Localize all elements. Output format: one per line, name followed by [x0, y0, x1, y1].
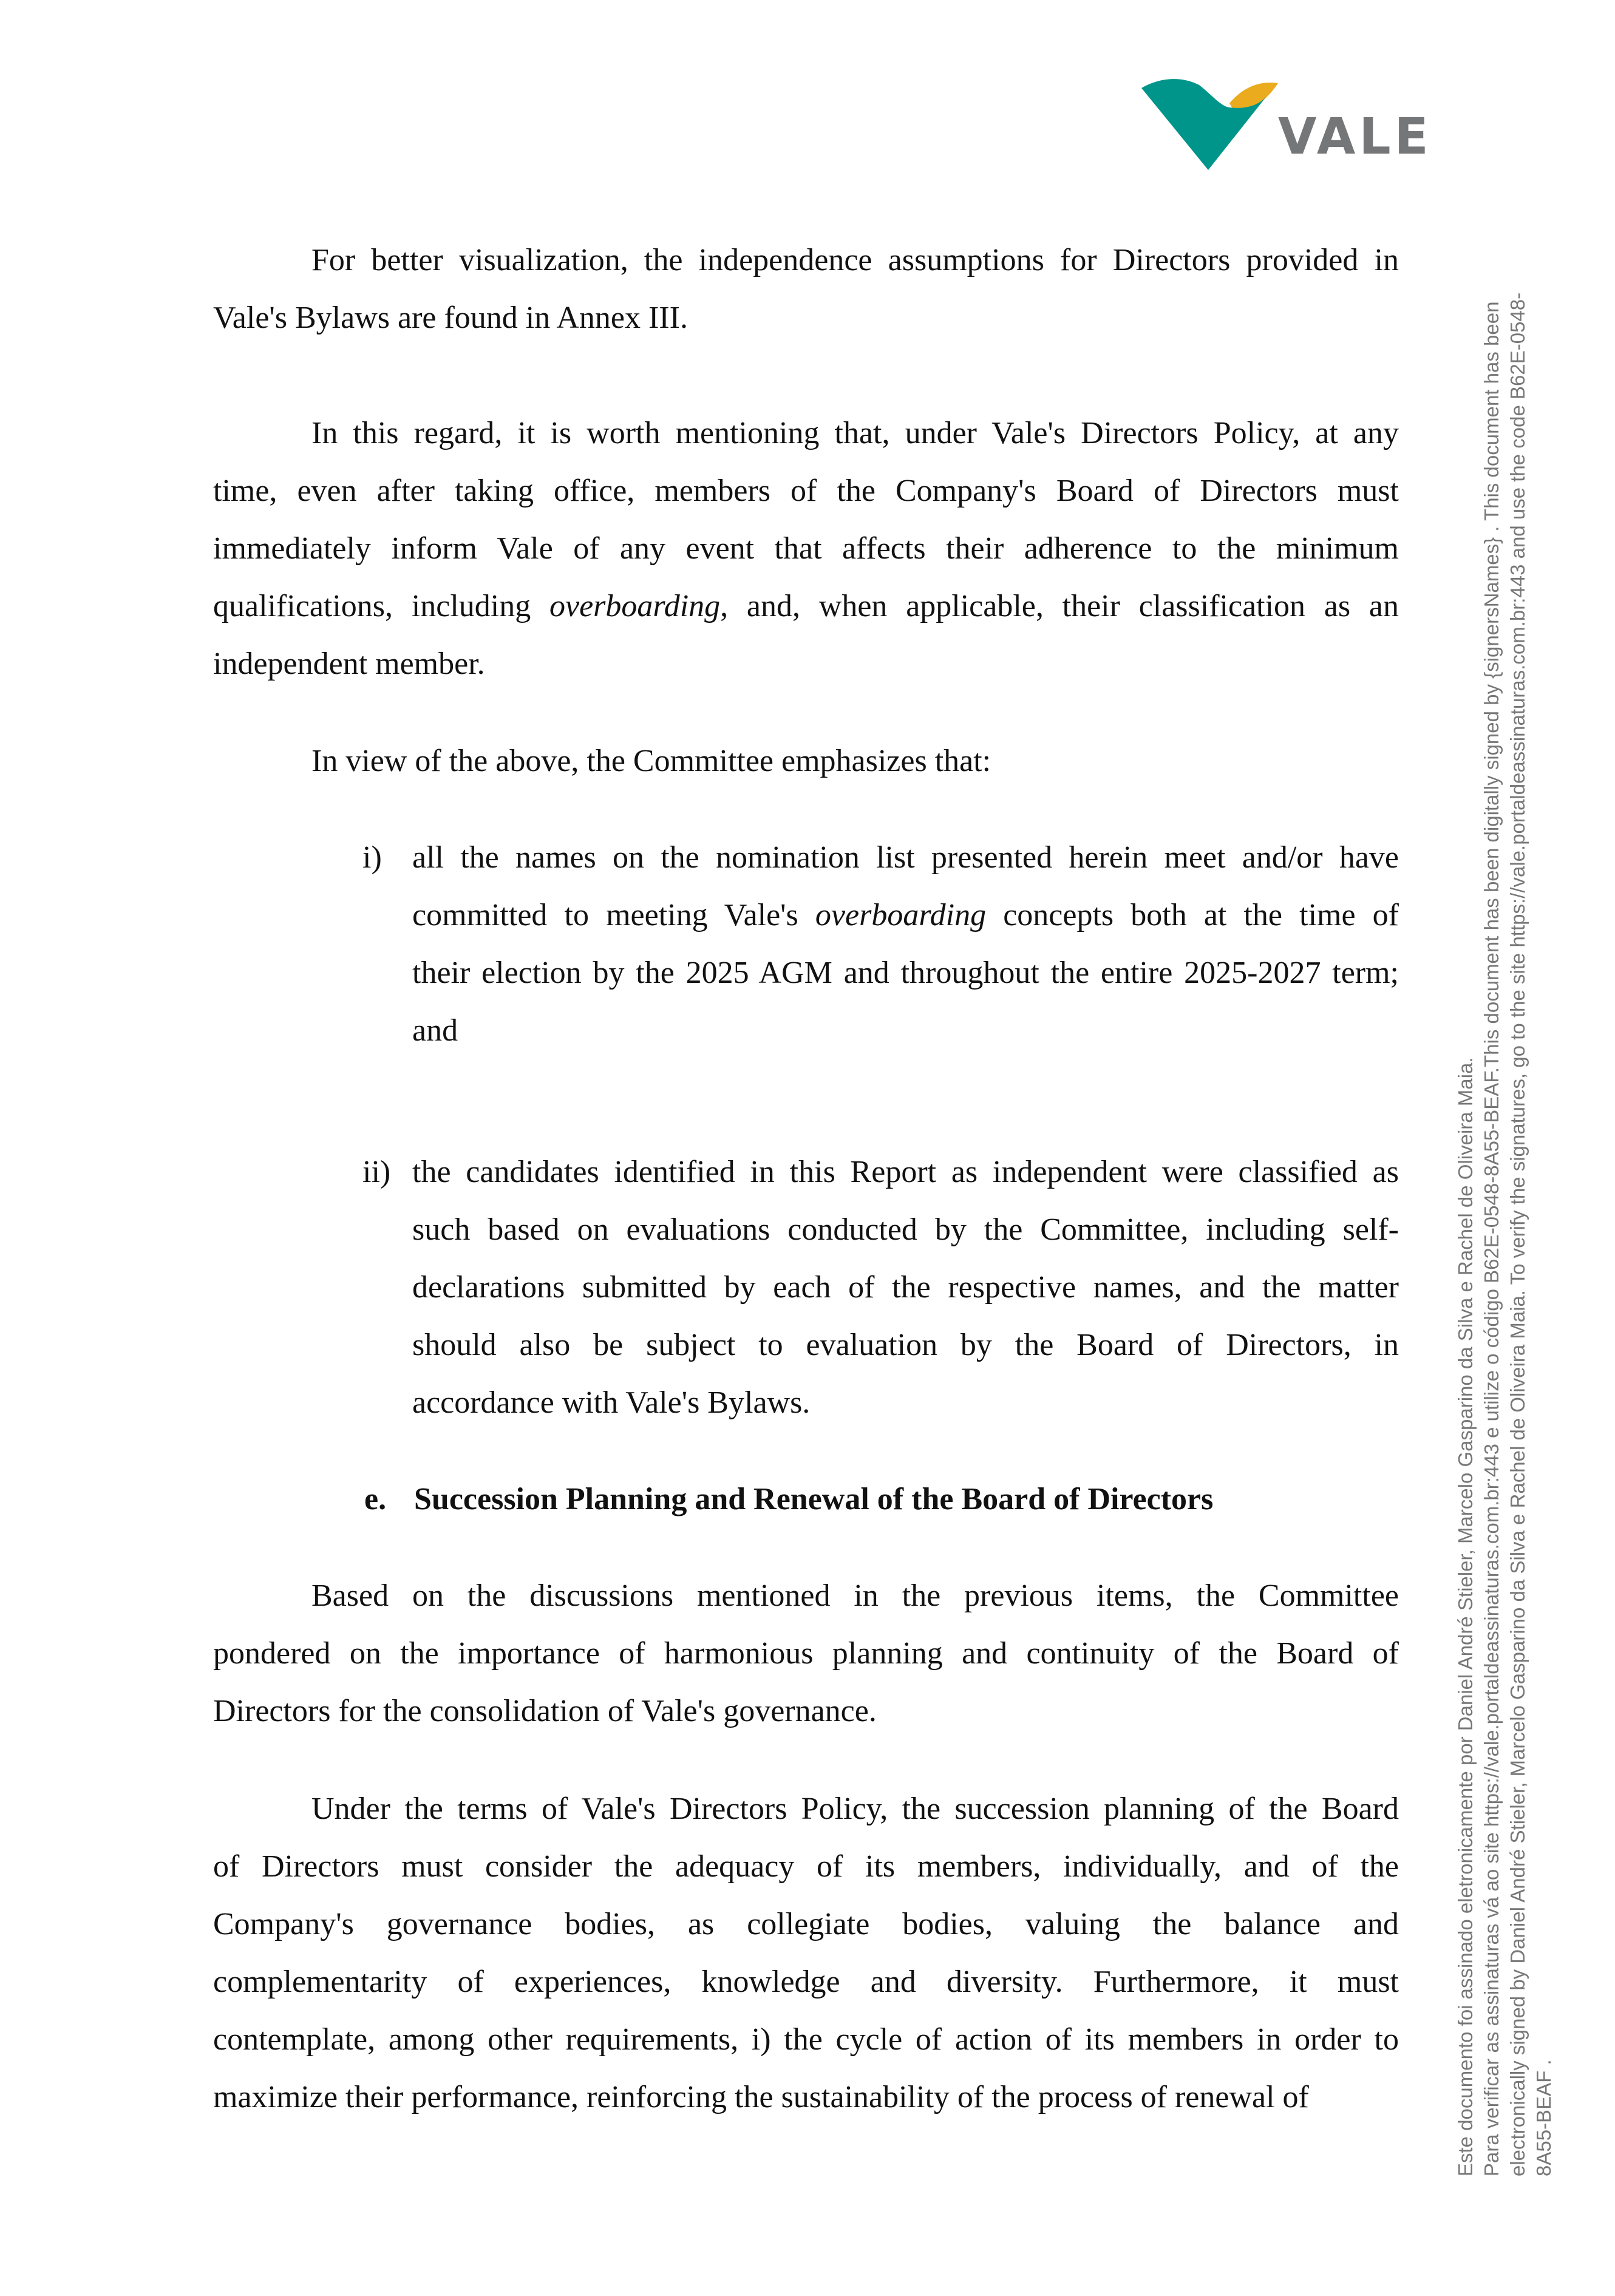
- text-segment: complementarity of experiences, knowledge and diversity. Furthermore, it must: [213, 1965, 1399, 1999]
- text-line: [213, 635, 1399, 693]
- paragraph-committee-emphasizes: [213, 732, 1399, 790]
- section-heading-succession-planning: Succession Planning and Renewal of the Board of Directors: [414, 1482, 1214, 1517]
- text-line: [412, 1143, 1399, 1201]
- italic-term: overboarding: [815, 898, 987, 932]
- italic-term: overboarding: [549, 589, 721, 623]
- text-line: [213, 404, 1399, 462]
- text-line: [213, 1682, 1399, 1740]
- text-line: [213, 231, 1399, 289]
- text-line: [412, 1201, 1399, 1258]
- text-line: [412, 1316, 1399, 1374]
- text-line: [412, 1258, 1399, 1316]
- text-segment: maximize their performance, reinforcing the sustainability of the process of renewal of: [213, 2080, 1309, 2114]
- watermark-line: 8A55-BEAF .: [1532, 2059, 1555, 2176]
- text-segment: accordance with Vale's Bylaws.: [412, 1385, 811, 1420]
- text-segment: In view of the above, the Committee emphasizes that:: [311, 744, 991, 778]
- signature-watermark: [1452, 293, 1557, 2176]
- paragraph-harmonious-planning: [213, 1567, 1399, 1740]
- text-segment: contemplate, among other requirements, i) the cycle of action of its members in order to: [213, 2022, 1399, 2057]
- text-segment: the candidates identified in this Report as independent were classified as: [412, 1155, 1399, 1189]
- text-line: [213, 289, 1399, 347]
- text-segment: Vale's Bylaws are found in Annex III.: [213, 301, 688, 335]
- text-line: [412, 1002, 1399, 1059]
- text-segment: such based on evaluations conducted by the Committee, including self-: [412, 1212, 1399, 1247]
- text-segment: and: [412, 1013, 458, 1048]
- text-line: [213, 577, 1399, 635]
- list-marker-i: i): [362, 840, 382, 875]
- text-line: [412, 944, 1399, 1002]
- text-segment: all the names on the nomination list presented herein meet and/or have: [412, 840, 1399, 875]
- text-segment: Company's governance bodies, as collegiate bodies, valuing the balance and: [213, 1907, 1399, 1941]
- text-line: [213, 2011, 1399, 2068]
- text-line: [213, 1895, 1399, 1953]
- text-segment: declarations submitted by each of the respective names, and the matter: [412, 1270, 1399, 1305]
- text-segment: concepts both at the time of: [986, 898, 1399, 932]
- text-line: [213, 2068, 1399, 2126]
- text-segment: , and, when applicable, their classification as an: [720, 589, 1399, 623]
- text-line: [213, 1567, 1399, 1625]
- text-line: [412, 829, 1399, 886]
- paragraph-succession-planning-policy: [213, 1780, 1399, 2126]
- list-item-overboarding: [412, 829, 1399, 1059]
- text-line: [213, 732, 1399, 790]
- text-line: [213, 520, 1399, 577]
- text-line: [213, 1780, 1399, 1838]
- watermark-line: Para verificar as assinaturas vá ao site https://vale.portaldeassinaturas.com.br:443 e utilize o código B62E-0548-8A55-BEAF.This document has been digitally signed by {signersNames} . This document has been: [1480, 301, 1503, 2176]
- paragraph-directors-policy: [213, 404, 1399, 693]
- text-segment: Under the terms of Vale's Directors Policy, the succession planning of the Board: [311, 1792, 1399, 1826]
- text-segment: of Directors must consider the adequacy of its members, individually, and of the: [213, 1849, 1399, 1884]
- text-segment: Directors for the consolidation of Vale's governance.: [213, 1694, 877, 1728]
- text-line: [412, 886, 1399, 944]
- text-segment: time, even after taking office, members of the Company's Board of Directors must: [213, 474, 1399, 508]
- list-marker-ii: ii): [362, 1155, 391, 1189]
- section-heading-marker: e.: [364, 1482, 387, 1517]
- text-segment: For better visualization, the independence assumptions for Directors provided in: [311, 243, 1399, 277]
- watermark-line: electronically signed by Daniel André Stieler, Marcelo Gasparino da Silva e Rachel de Oliveira Maia. To verify the signatures, go to the site https://vale.portaldeassinaturas.com.br:443 and use the code B62E-0548-: [1506, 292, 1529, 2176]
- text-line: [412, 1374, 1399, 1432]
- paragraph-independence-annex: [213, 231, 1399, 347]
- text-segment: immediately inform Vale of any event that affects their adherence to the minimum: [213, 531, 1399, 566]
- text-line: [213, 1953, 1399, 2011]
- text-segment: committed to meeting Vale's: [412, 898, 815, 932]
- watermark-line: Este documento foi assinado eletronicamente por Daniel André Stieler, Marcelo Gasparino da Silva e Rachel de Oliveira Maia.: [1454, 1057, 1477, 2176]
- text-segment: Based on the discussions mentioned in the previous items, the Committee: [311, 1578, 1399, 1613]
- text-segment: their election by the 2025 AGM and throughout the entire 2025-2027 term;: [412, 956, 1399, 990]
- text-line: [213, 1625, 1399, 1682]
- text-segment: pondered on the importance of harmonious planning and continuity of the Board of: [213, 1636, 1399, 1671]
- list-item-independent-candidates: [412, 1143, 1399, 1432]
- vale-logo: [1138, 70, 1432, 176]
- text-segment: qualifications, including: [213, 589, 549, 623]
- text-segment: In this regard, it is worth mentioning that, under Vale's Directors Policy, at any: [311, 416, 1399, 450]
- logo-wordmark: VALE: [1278, 108, 1432, 166]
- text-segment: independent member.: [213, 647, 485, 681]
- text-line: [213, 462, 1399, 520]
- text-line: [213, 1838, 1399, 1895]
- text-segment: should also be subject to evaluation by the Board of Directors, in: [412, 1328, 1399, 1362]
